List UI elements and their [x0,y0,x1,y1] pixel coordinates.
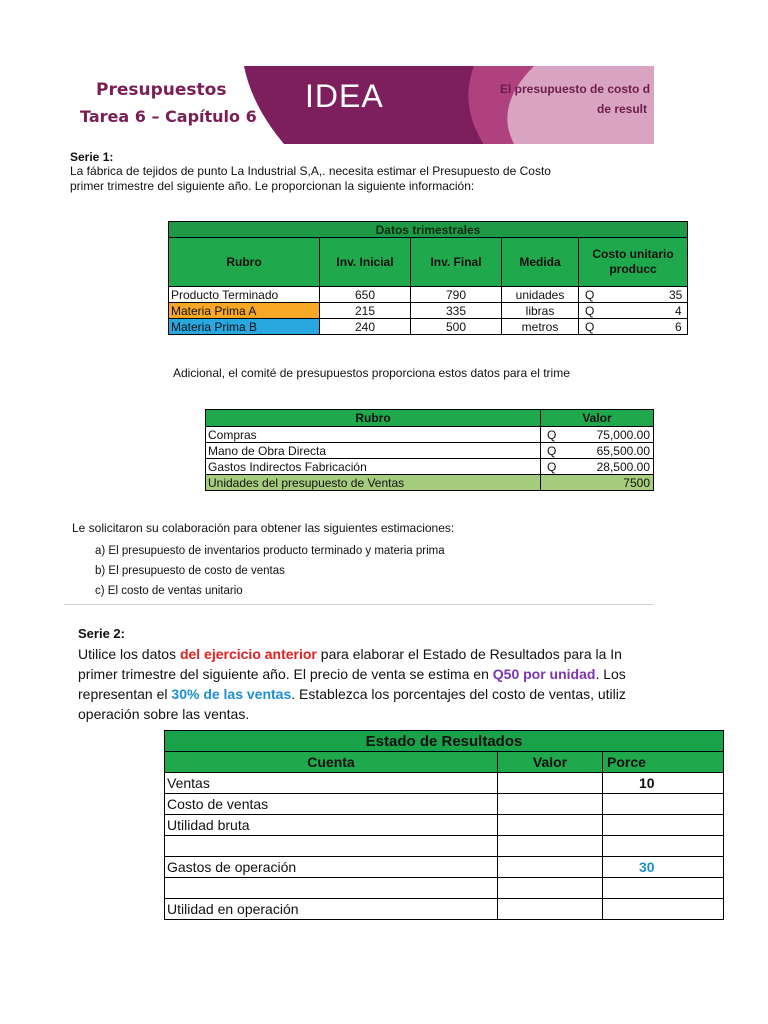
text-run: . Los [595,666,626,682]
table-row [165,773,724,794]
serie2-heading: Serie 2: [78,626,125,641]
text-run: Utilice los datos [78,646,180,662]
table-cell [498,836,603,857]
banner-text-1: El presupuesto de costo d [500,82,651,96]
table-cell: 650 [320,287,411,303]
currency-symbol: Q [547,459,557,474]
value-text: 65,500.00 [596,443,650,458]
datos-trimestrales-table [168,221,683,335]
table-cell: Costo de ventas [165,794,498,815]
table-cell: Gastos de operación [165,857,498,878]
table-cell: 30 [603,857,724,878]
table-cell: 790 [411,287,502,303]
table-cell: Gastos Indirectos Fabricación [206,459,541,475]
table-cell [165,836,498,857]
table-cell: 35 [625,287,688,303]
table-cell: Producto Terminado [169,287,320,303]
table-cell [498,815,603,836]
table-row [169,287,688,303]
table-cell [603,836,724,857]
table-cell [541,427,654,443]
table1-header-costo: Costo unitario producc [579,238,688,287]
table-cell [603,794,724,815]
table-cell: 7500 [541,475,654,491]
list-item: b) El presupuesto de costo de ventas [95,565,285,577]
table3-header-porcentaje: Porce [603,752,724,773]
table-cell [498,899,603,920]
list-item: a) El presupuesto de inventarios producto terminado y materia prima [95,545,445,557]
solicitud-intro: Le solicitaron su colaboración para obtener las siguientes estimaciones: [72,521,455,535]
table-cell: metros [502,319,579,335]
table-cell: Utilidad bruta [165,815,498,836]
table-cell [498,773,603,794]
table-row [165,857,724,878]
table2-header-valor: Valor [541,410,654,427]
table-cell: Utilidad en operación [165,899,498,920]
highlight-blue: 30% de las ventas [171,686,292,702]
table-cell: Mano de Obra Directa [206,443,541,459]
table-cell [498,878,603,899]
table-cell: libras [502,303,579,319]
page-subtitle: Tarea 6 – Capítulo 6 [80,107,257,126]
serie1-heading: Serie 1: [70,150,114,164]
table-row [206,459,654,475]
estado-resultados-table [164,730,654,920]
serie2-paragraph [78,644,654,724]
table-row [165,878,724,899]
table-cell [498,857,603,878]
table-cell: 335 [411,303,502,319]
table-cell: 500 [411,319,502,335]
table-cell: 4 [625,303,688,319]
table1-header-rubro: Rubro [169,238,320,287]
table-cell: 240 [320,319,411,335]
table-cell: Ventas [165,773,498,794]
table3-caption: Estado de Resultados [165,731,724,752]
table-cell: Q [579,287,626,303]
table-cell [603,815,724,836]
list-item: c) El costo de ventas unitario [95,585,243,597]
table-cell [498,794,603,815]
table-cell [603,899,724,920]
highlight-purple: Q50 por unidad [492,666,596,682]
page-title: Presupuestos [96,80,227,100]
text-run: primer trimestre del siguiente año. El precio de venta se estima en [78,666,493,682]
table-cell: Unidades del presupuesto de Ventas [206,475,541,491]
table-cell [541,459,654,475]
text-run: para elaborar el Estado de Resultados para la In [316,646,622,662]
table-cell: Q [579,319,626,335]
table-row [206,475,654,491]
rubro-valor-table [205,409,654,491]
brand-logo: IDEA [305,78,384,114]
serie1-line1: La fábrica de tejidos de punto La Industrial S,A,. necesita estimar el Presupuesto de Costo [70,164,551,178]
serie1-line2: primer trimestre del siguiente año. Le proporcionan la siguiente información: [70,179,475,193]
table-row [206,443,654,459]
currency-symbol: Q [547,427,557,442]
table-row [165,836,724,857]
table-row [165,899,724,920]
serie1-paragraph [70,164,654,194]
value-text: 75,000.00 [596,427,650,442]
banner-text-2: de result [597,102,648,116]
table-row [165,794,724,815]
table-cell: unidades [502,287,579,303]
value-text: 28,500.00 [596,459,650,474]
table-row [169,319,688,335]
currency-symbol: Q [547,443,557,458]
table3-header-cuenta: Cuenta [165,752,498,773]
table-row [206,427,654,443]
highlight-red: del ejercicio anterior [179,646,317,662]
table-row [165,815,724,836]
adicional-text: Adicional, el comité de presupuestos proporciona estos datos para el trime [173,366,570,380]
table-cell: Compras [206,427,541,443]
table-cell [165,878,498,899]
table2-header-rubro: Rubro [206,410,541,427]
table-cell: Q [579,303,626,319]
text-run: representan el [78,686,172,702]
table1-header-final: Inv. Final [411,238,502,287]
table1-caption: Datos trimestrales [169,222,688,238]
table-cell [603,878,724,899]
table-cell: Materia Prima B [169,319,320,335]
table-cell: 10 [603,773,724,794]
section-divider [64,604,654,605]
text-run: operación sobre las ventas. [78,706,250,722]
table3-header-valor: Valor [498,752,603,773]
table-cell [541,443,654,459]
table-row [169,303,688,319]
table-cell: 6 [625,319,688,335]
table-cell: 215 [320,303,411,319]
table-cell: Materia Prima A [169,303,320,319]
table1-header-inicial: Inv. Inicial [320,238,411,287]
text-run: . Establezca los porcentajes del costo de ventas, utiliz [291,686,626,702]
table1-header-medida: Medida [502,238,579,287]
